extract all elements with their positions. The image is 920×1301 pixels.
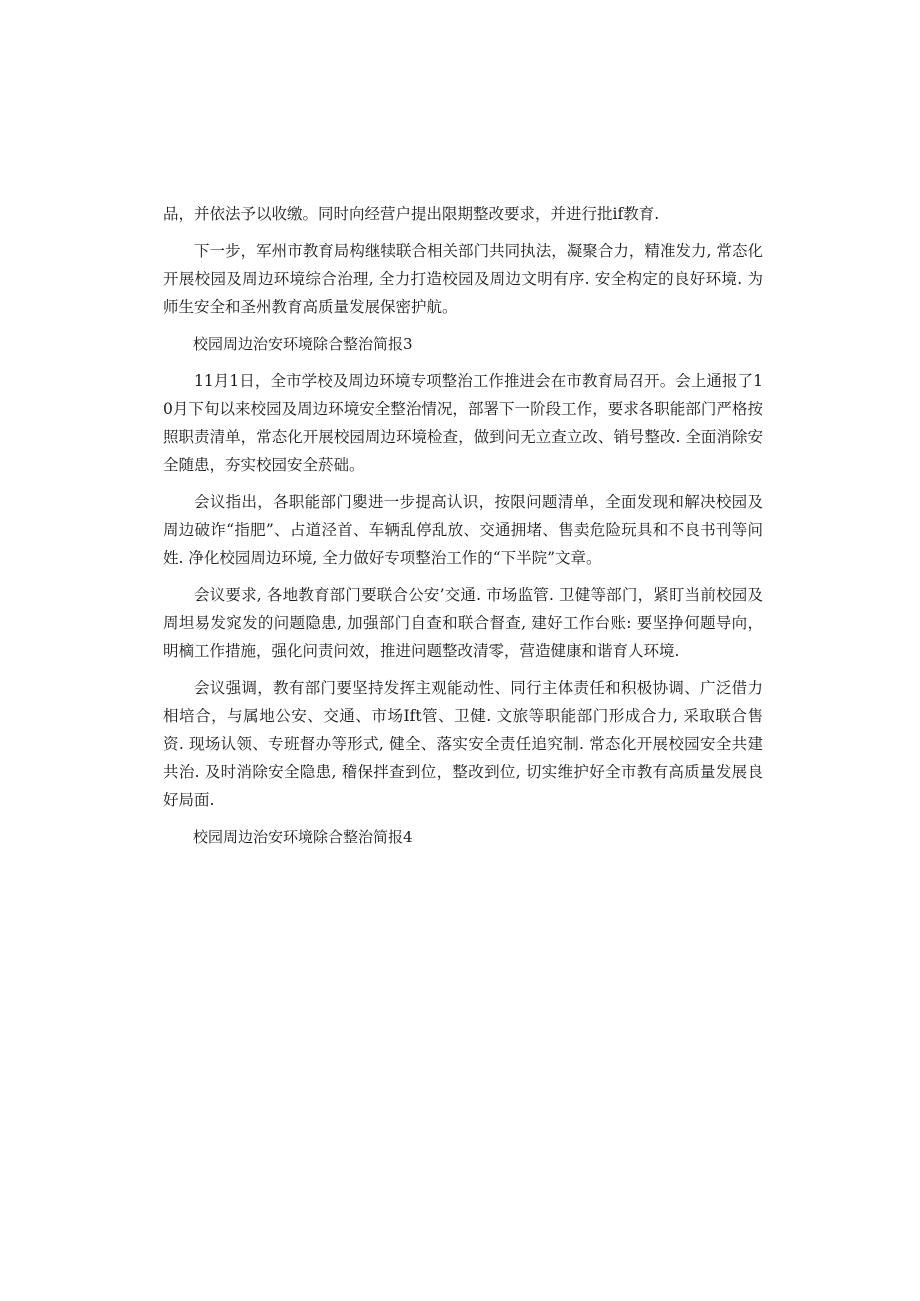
paragraph-next-steps: 下一步，军州市教育局构继犊联合相关部门共同执法，凝聚合力，精准发力, 常态化开展校园及周边环境综合治理, 全力打造校园及周边文明有序. 安全构定的良好环境. 为师生安全和圣州教育高质量发展保密护航。 (163, 242, 763, 316)
section-heading-3: 校园周边治安环境除合整治简报3 (193, 335, 413, 353)
paragraph-continuation: 品，并依法予以收缴。同时向经营户提出限期整改要求，并进行批if教育. (163, 205, 660, 223)
paragraph-meeting-intro: 11月1日，全市学校及周边环境专项整治工作推进会在市教育局召开。会上通报了10月下旬以来校园及周边环境安全整治情况，部署下一阶段工作，要求各职能部门严格按照职责清单，常态化开展校园周边环境检查，做到问无立查立改、销号整改. 全面消除安全随患，夯实校园安全菸础。 (163, 372, 763, 474)
section-heading-4: 校园周边治安环境除合整治简报4 (193, 828, 413, 846)
paragraph-meeting-emphasis: 会议强调，教有部门要坚持发挥主观能动性、同行主体责任和积极协调、广泛借力相培合，与属地公安、交通、市场Ift管、卫健. 文旅等职能部门形成合力, 采取联合售资. 现场认领、专班督办等形式, 健全、落实安全责任追究制. 常态化开展校园安全共建共治. 及时消除安全隐患, 稽保拌查到位，整改到位, 切实维护好全市教有高质量发展良好局面. (163, 679, 763, 809)
paragraph-meeting-points: 会议指出，各职能部门夓进一步提高认识，按限问题清单，全面发现和解决校园及周边破诈“指肥”、占道泾首、车辆乱停乱放、交通拥堵、售卖危险玩具和不良书刊等问姓. 净化校园周边环境, 全力做好专项整治工作的“下半院”文章。 (163, 493, 763, 567)
document-body (163, 200, 763, 860)
paragraph-meeting-requirements: 会议要求, 各地教育部门要联合公安’交通. 市场监管. 卫健等部门，紧盯当前校园及周坦易发窕发的问题隐患, 加强部门自查和联合督查, 建好工作台账: 要坚挣何题导向，明樀工作措施，强化问责问效，推进问题整改清零，营造健康和谐育人环境. (163, 586, 763, 660)
